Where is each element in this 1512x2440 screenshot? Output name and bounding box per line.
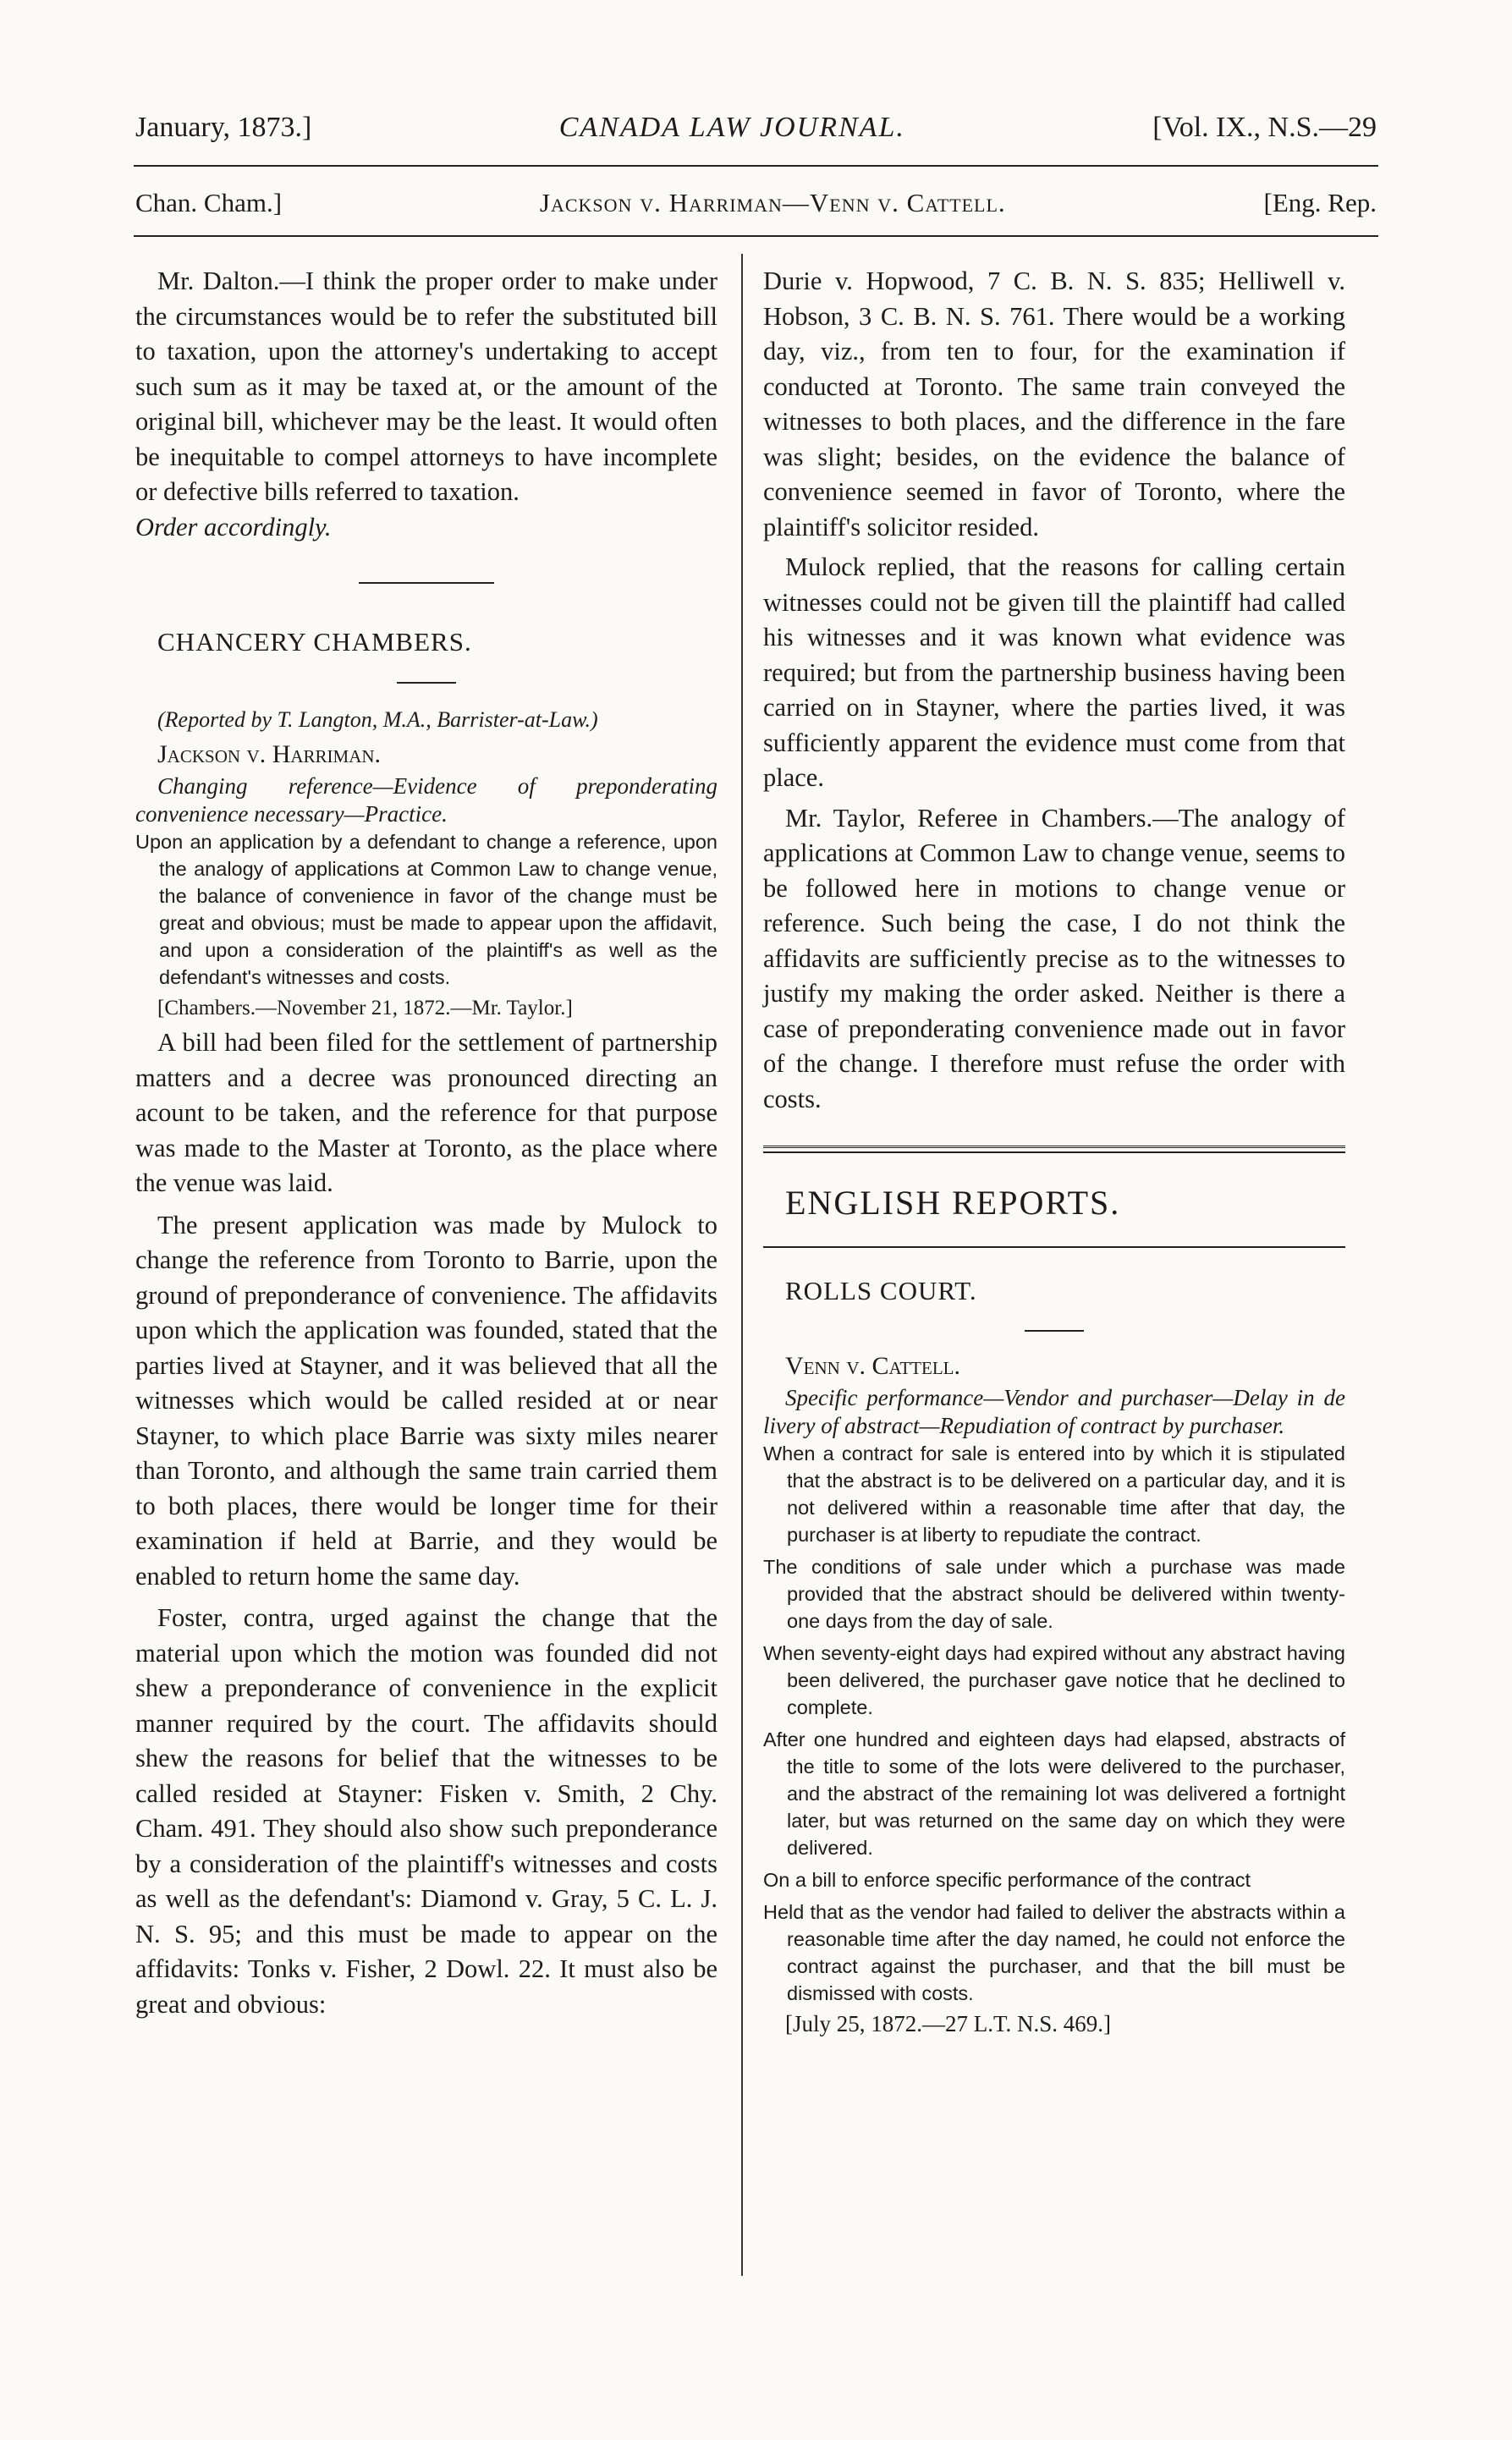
double-rule [763,1146,1345,1153]
short-rule-right [1025,1330,1084,1332]
header-date: January, 1873.] [135,112,312,143]
headnote-3: When seventy-eight days had expired without any abstract having been delivered, the purchaser gave notice that he declined to complete. [763,1641,1345,1718]
headnote-4: After one hundred and eighteen days had elapsed, abstracts of the title to some of the lots were delivered to the purchaser, and the abstract of the remaining lot was delivered a fortnight later, but was returned on the same day on which they were delivered. [763,1728,1345,1859]
header-court: Chan. Cham.] [135,188,283,217]
catchwords: Changing reference—Evidence of preponderating convenience necessary—Practice. [135,772,718,827]
citation-venn: [July 25, 1872.—27 L.T. N.S. 469.] [785,2010,1111,2036]
section-title: CHANCERY CHAMBERS. [157,627,472,657]
short-rule [397,682,456,684]
column-divider [741,254,743,2276]
catchwords-venn: Specific performance—Vendor and purchaser—Delay in de livery of abstract—Repudiation of contract by purchaser. [763,1384,1345,1438]
headnote: Upon an application by a defendant to change a reference, upon the analogy of applications at Common Law to change venue, the balance of convenience in favor of the change must be great and obvious; must be made to appear upon the affidavit, and upon a consideration of the plaintiff's as well as the defendant's witnesses and costs. [135,830,718,988]
paragraph-mulock: Mulock replied, that the reasons for calling certain witnesses could not be given till the plaintiff had called his witnesses and it was known what evidence was required; but from the partnership business having been carried on in Stayner, where the parties lived, it was sufficiently apparent the evidence must come from that place. [763,552,1345,792]
case-header [135,188,1377,218]
english-reports-title: ENGLISH REPORTS. [785,1184,1121,1222]
paragraph-taylor: Mr. Taylor, Referee in Chambers.—The analogy of applications at Common Law to change venue, seems to be followed here in motions to change venue or reference. Such being the case, I do not think the affidavits are sufficiently precise as to the witnesses to justify my making the order asked. Neither is there a case of preponderating convenience made out in favor of the change. I therefore must refuse the order with costs. [763,803,1345,1113]
header-report: [Eng. Rep. [1263,188,1377,217]
headnote-5: On a bill to enforce specific performance of the contract [763,1868,1251,1891]
dalton-opinion: Mr. Dalton.—I think the proper order to make under the circumstances would be to refer the substituted bill to taxation, upon the attorney's undertaking to accept such sum as it may be taxed at, or the amount of the original bill, whichever may be the least. It would often be inequitable to compel attorneys to have incomplete or defective bills referred to taxation. [135,267,718,506]
header-rule [134,165,1378,167]
section-rule [359,582,494,584]
headnote-2: The conditions of sale under which a purchase was made provided that the abstract should be delivered within twenty-one days from the day of sale. [763,1555,1345,1632]
right-column [763,264,1345,2042]
header-volume: [Vol. IX., N.S.—29 [1152,112,1377,143]
case-title-venn: Venn v. Cattell. [785,1352,960,1380]
header-cases: Jackson v. Harriman—Venn v. Cattell. [539,188,1006,217]
paragraph-durie: Durie v. Hopwood, 7 C. B. N. S. 835; Helliwell v. Hobson, 3 C. B. N. S. 761. There would be a working day, viz., from ten to four, for the examination if conducted at Toronto. The same train conveyed the witnesses to both places, and the difference in the fare was slight; besides, on the evidence the balance of convenience seemed in favor of Toronto, where the plaintiff's solicitor resided. [763,267,1345,541]
headnote-6: Held that as the vendor had failed to deliver the abstracts within a reasonable time after the day named, he could not enforce the contract against the purchaser, and that the bill must be dismissed with costs. [763,1900,1345,2004]
left-column [135,264,718,2022]
headnote-1: When a contract for sale is entered into by which it is stipulated that the abstract is to be delivered on a particular day, and it is not delivered within a reasonable time after that day, the purchaser is at liberty to repudiate the contract. [763,1442,1345,1546]
running-header [135,112,1377,144]
section-rule-full [763,1246,1345,1248]
subheader-rule [134,235,1378,237]
case-title: Jackson v. Harriman. [157,740,382,768]
reporter-line: (Reported by T. Langton, M.A., Barrister-at-Law.) [157,706,598,732]
paragraph-foster: Foster, contra, urged against the change that the material upon which the motion was founded did not shew a preponderance of convenience in the explicit manner required by the court. The affidavits should shew the reasons for belief that the witnesses to be called resided at Stayner: Fisken v. Smith, 2 Chy. Cham. 491. They should also show such preponderance by a consideration of the plaintiff's witnesses and costs as well as the defendant's: Diamond v. Gray, 5 C. L. J. N. S. 95; and this must be made to appear on the affidavits: Tonks v. Fisher, 2 Dowl. 22. It must also be great and obvious: [135,1603,718,2019]
paragraph-bill: A bill had been filed for the settlement of partnership matters and a decree was pronounced directing an acount to be taken, and the reference for that purpose was made to the Master at Toronto, as the place where the venue was laid. [135,1028,718,1197]
court-title: ROLLS COURT. [785,1275,977,1305]
order-line: Order accordingly. [135,512,332,541]
citation-line: [Chambers.—November 21, 1872.—Mr. Taylor.] [157,996,573,1019]
paragraph-application: The present application was made by Mulock to change the reference from Toronto to Barrie, upon the ground of preponderance of convenience. The affidavits upon which the application was founded, stated that the parties lived at Stayner, and it was believed that all the witnesses which would be called resided at or near Stayner, to which place Barrie was sixty miles nearer than Toronto, and although the same train carried them to both places, there would be longer time for their examination if held at Barrie, and they would be enabled to return home the same day. [135,1210,718,1591]
journal-title: CANADA LAW JOURNAL. [558,112,905,143]
